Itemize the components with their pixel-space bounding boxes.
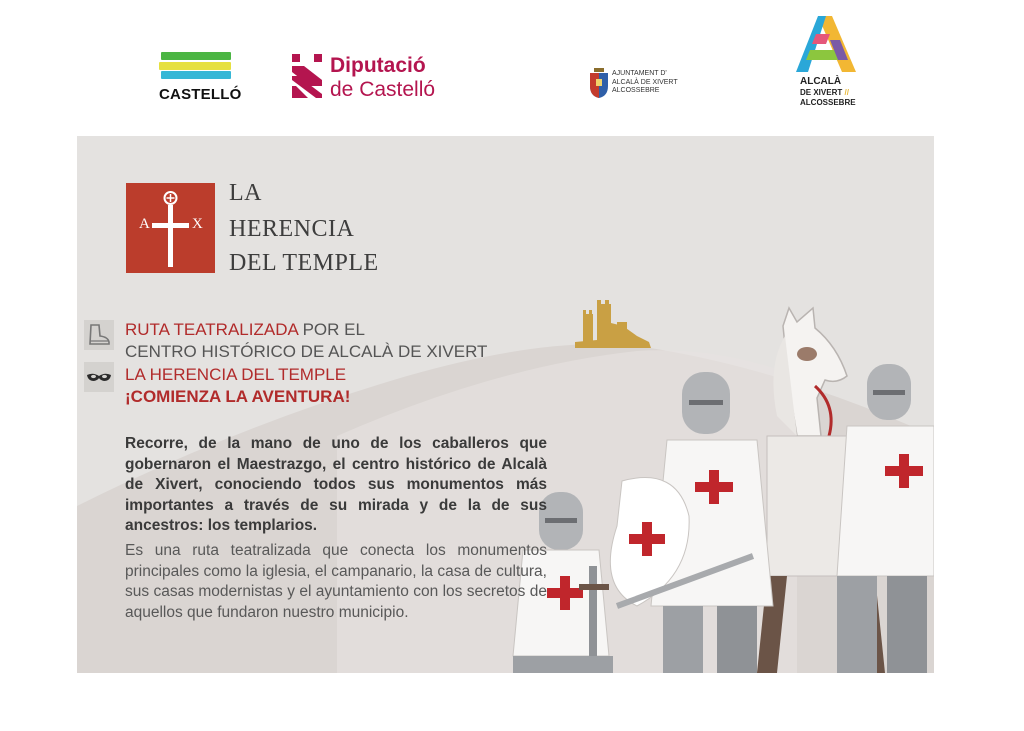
alcala-logo-separator: //: [844, 88, 849, 97]
poster: [77, 136, 934, 673]
ajuntament-shield-icon: [588, 68, 610, 98]
theatre-mask-icon: [84, 362, 114, 392]
emblem-letter-left: A: [139, 216, 150, 232]
castello-stripe-yellow: [159, 62, 231, 70]
diputacio-logo-line2: de Castelló: [330, 78, 436, 101]
ajuntament-line1: AJUNTAMENT D': [612, 70, 667, 77]
ajuntament-logo-text: [612, 70, 678, 96]
route-line2: CENTRO HISTÓRICO DE ALCALÀ DE XIVERT: [125, 342, 488, 361]
route-highlight: RUTA TEATRALIZADA: [125, 320, 298, 339]
castello-stripe-green: [161, 52, 231, 60]
poster-title-line3: DEL TEMPLE: [229, 250, 379, 276]
diputacio-logo: [290, 50, 460, 110]
diputacio-logo-line1: Diputació: [330, 54, 426, 77]
ajuntament-line2: ALCALÀ DE XIVERT: [612, 78, 678, 86]
route-line4: ¡COMIENZA LA AVENTURA!: [125, 387, 351, 406]
poster-title-line2: HERENCIA: [229, 216, 355, 242]
templar-emblem: [126, 183, 215, 273]
alcala-logo-line2-text: DE XIVERT: [800, 88, 843, 97]
description-bold: Recorre, de la mano de uno de los caballeros que gobernaron el Maestrazgo, el centro histórico de Alcalà de Xivert, conociendo todos sus monumentos más importantes a través de su mirada y de la de sus ancestros: los templarios.: [125, 435, 547, 534]
route-line1: [125, 320, 365, 340]
alcala-a-mark-icon: [796, 16, 858, 72]
route-line1-rest: POR EL: [297, 320, 365, 339]
route-line3: LA HERENCIA DEL TEMPLE: [125, 365, 347, 384]
castello-logo: [155, 50, 245, 106]
castello-stripe-blue: [161, 71, 231, 79]
ajuntament-logo: [588, 68, 698, 102]
walking-boot-icon: [84, 320, 114, 350]
emblem-letter-right: X: [192, 216, 203, 232]
poster-title-line1: LA: [229, 180, 262, 206]
ajuntament-line3: ALCOSSEBRE: [612, 87, 660, 94]
alcala-logo: [790, 16, 870, 108]
castle-icon: [575, 300, 651, 348]
alcala-logo-line1: ALCALÀ: [800, 76, 842, 87]
alcala-logo-line2: [800, 88, 849, 97]
alcala-logo-line3: ALCOSSEBRE: [800, 98, 856, 107]
description-body: Es una ruta teatralizada que conecta los monumentos principales como la iglesia, el campanario, la casa de cultura, sus casas modernistas y el ayuntamiento con los secretos de aquellos que fundaron nuestro municipio.: [125, 542, 547, 621]
castello-logo-text: CASTELLÓ: [159, 86, 242, 103]
diputacio-mark-icon: [290, 54, 324, 98]
